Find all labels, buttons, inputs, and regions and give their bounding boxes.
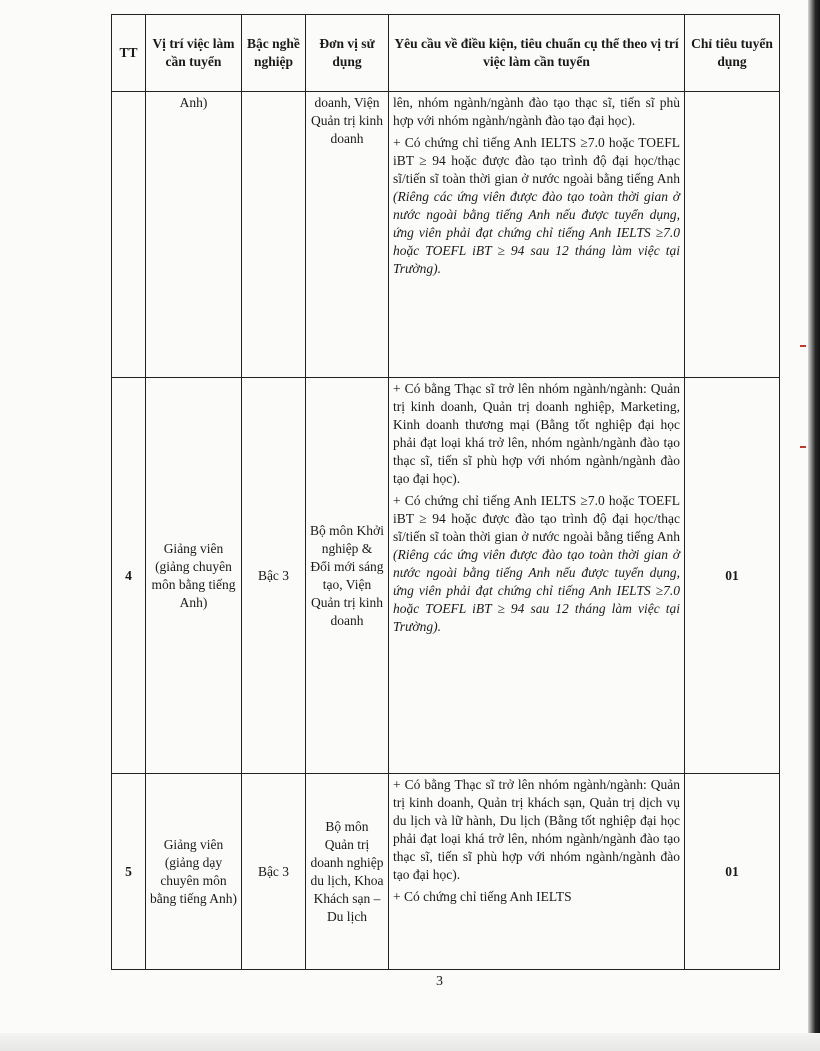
requirement-english-text: + Có chứng chỉ tiếng Anh IELTS ≥7.0 hoặc TOEFL iBT ≥ 94 hoặc được đào tạo trình độ đại học/thạc sĩ/tiến sĩ toàn thời gian ở nước ngoài bằng tiếng Anh — [393, 493, 680, 544]
red-mark — [800, 446, 806, 448]
cell-tt: 4 — [112, 378, 146, 774]
requirement-degree: + Có bằng Thạc sĩ trở lên nhóm ngành/ngành: Quản trị kinh doanh, Quản trị khách sạn, Quản trị dịch vụ du lịch và lữ hành, Du lịch (Bằng tốt nghiệp đại học phải đạt loại khá trở lên, nhóm ngành/ngành đào tạo thạc sĩ, tiến sĩ phù hợp với nhóm ngành/ngành đào tạo đại học). — [393, 777, 680, 882]
cell-unit: Bộ môn Khởi nghiệp & Đổi mới sáng tạo, Viện Quản trị kinh doanh — [306, 378, 389, 774]
cell-tt — [112, 92, 146, 378]
cell-position: Giảng viên (giảng chuyên môn bằng tiếng Anh) — [146, 378, 242, 774]
requirement-english-note: (Riêng các ứng viên được đào tạo toàn thời gian ở nước ngoài bằng tiếng Anh nếu được tuyển dụng, ứng viên phải đạt chứng chỉ tiếng Anh IELTS ≥7.0 hoặc TOEFL iBT ≥ 94 sau 12 tháng làm việc tại Trường). — [393, 547, 680, 634]
page-number: 3 — [436, 974, 443, 989]
requirement-english-text: + Có chứng chỉ tiếng Anh IELTS ≥7.0 hoặc TOEFL iBT ≥ 94 hoặc được đào tạo trình độ đại học/thạc sĩ/tiến sĩ toàn thời gian ở nước ngoài bằng tiếng Anh — [393, 135, 680, 186]
requirement-english — [393, 492, 680, 636]
requirement-english-note: (Riêng các ứng viên được đào tạo toàn thời gian ở nước ngoài bằng tiếng Anh nếu được tuyển dụng, ứng viên phải đạt chứng chỉ tiếng Anh IELTS ≥7.0 hoặc TOEFL iBT ≥ 94 sau 12 tháng làm việc tại Trường). — [393, 189, 680, 276]
cell-requirements — [389, 378, 685, 774]
cell-unit: doanh, Viện Quản trị kinh doanh — [306, 92, 389, 378]
table-row — [112, 378, 780, 774]
header-requirements: Yêu cầu về điều kiện, tiêu chuẩn cụ thể theo vị trí việc làm cần tuyển — [389, 15, 685, 92]
header-quota: Chỉ tiêu tuyển dụng — [685, 15, 780, 92]
scan-bottom-edge — [0, 1033, 820, 1051]
header-position: Vị trí việc làm cần tuyển — [146, 15, 242, 92]
scan-edge-shadow — [808, 0, 820, 1051]
cell-position: Anh) — [146, 92, 242, 378]
cell-position: Giảng viên (giảng dạy chuyên môn bằng tiếng Anh) — [146, 774, 242, 970]
requirement-english — [393, 134, 680, 278]
header-row — [112, 15, 780, 92]
header-level: Bậc nghề nghiệp — [242, 15, 306, 92]
cell-quota — [685, 92, 780, 378]
cell-requirements — [389, 92, 685, 378]
cell-level — [242, 92, 306, 378]
cell-quota: 01 — [685, 774, 780, 970]
table-row — [112, 774, 780, 970]
cell-level: Bậc 3 — [242, 774, 306, 970]
cell-tt: 5 — [112, 774, 146, 970]
requirement-degree: lên, nhóm ngành/ngành đào tạo thạc sĩ, tiến sĩ phù hợp với nhóm ngành/ngành đào tạo đại học). — [393, 95, 680, 128]
cell-unit: Bộ môn Quản trị doanh nghiệp du lịch, Khoa Khách sạn – Du lịch — [306, 774, 389, 970]
requirement-english: + Có chứng chỉ tiếng Anh IELTS — [393, 889, 572, 904]
table-row-continued — [112, 92, 780, 378]
recruitment-table — [111, 14, 780, 970]
cell-level: Bậc 3 — [242, 378, 306, 774]
cell-requirements — [389, 774, 685, 970]
cell-quota: 01 — [685, 378, 780, 774]
requirement-degree: + Có bằng Thạc sĩ trở lên nhóm ngành/ngành: Quản trị kinh doanh, Quản trị doanh nghiệp, Marketing, Kinh doanh thương mại (Bằng tốt nghiệp đại học phải đạt loại khá trở lên, nhóm ngành/ngành đào tạo thạc sĩ, tiến sĩ phù hợp với nhóm ngành/ngành đào tạo đại học). — [393, 381, 680, 486]
header-tt: TT — [112, 15, 146, 92]
header-unit: Đơn vị sử dụng — [306, 15, 389, 92]
red-mark — [800, 345, 806, 347]
